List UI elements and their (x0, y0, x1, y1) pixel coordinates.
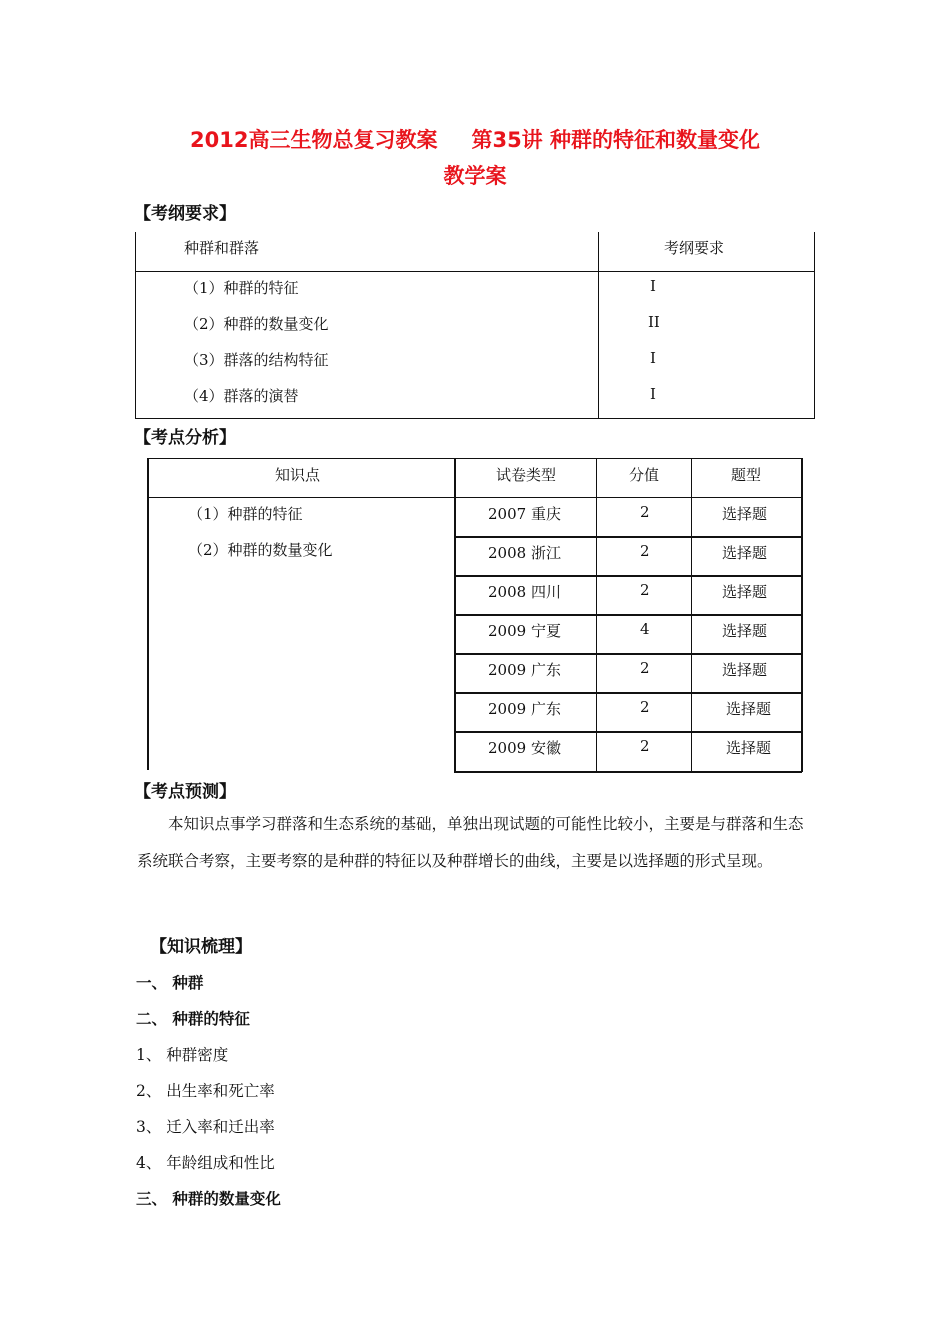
table2-row-type: 选择题 (722, 544, 768, 562)
table2-row-type: 选择题 (726, 700, 772, 718)
table2-row-score: 2 (640, 542, 650, 560)
table1-row-level: I (650, 385, 656, 403)
table2-point: （1）种群的特征 (188, 505, 303, 523)
prediction-paragraph: 本知识点事学习群落和生态系统的基础，单独出现试题的可能性比较小，主要是与群落和生态系统联合考察，主要考察的是种群的特征以及种群增长的曲线，主要是以选择题的形式呈现。 (137, 815, 804, 870)
table2-row-score: 4 (640, 620, 650, 638)
table1-header-level: 考纲要求 (664, 239, 725, 257)
table1-header-topic: 种群和群落 (184, 239, 260, 257)
table2-point: （2）种群的数量变化 (188, 541, 333, 559)
table2-row-score: 2 (640, 503, 650, 521)
table1-row-item: （3）群落的结构特征 (184, 351, 329, 369)
table1-row-level: II (648, 313, 660, 331)
outline-item-6: 4、 年龄组成和性比 (136, 1154, 275, 1172)
outline-item-7: 三、 种群的数量变化 (136, 1190, 281, 1208)
table2-row-score: 2 (640, 659, 650, 677)
table2-row-score: 2 (640, 698, 650, 716)
table2-row-type: 选择题 (722, 661, 768, 679)
table2-row-paper: 2009 广东 (488, 700, 561, 718)
table2-row-paper: 2009 广东 (488, 661, 561, 679)
table2-header-score: 分值 (629, 466, 660, 484)
table2-row-score: 2 (640, 581, 650, 599)
table2-row-score: 2 (640, 737, 650, 755)
table2-row-type: 选择题 (722, 583, 768, 601)
outline-item-2: 二、 种群的特征 (136, 1010, 250, 1028)
title-part1: 2012高三生物总复习教案 (190, 128, 438, 152)
table1-row-level: I (650, 277, 656, 295)
table1-row-level: I (650, 349, 656, 367)
section-heading-zhishi-shuli: 【知识梳理】 (150, 937, 252, 957)
table1-row-item: （1）种群的特征 (184, 279, 299, 297)
table2-row-paper: 2008 浙江 (488, 544, 561, 562)
outline-item-3: 1、 种群密度 (136, 1046, 229, 1064)
outline-item-5: 3、 迁入率和迁出率 (136, 1118, 275, 1136)
title-part2: 第35讲 种群的特征和数量变化 (471, 128, 760, 152)
table2-row-type: 选择题 (722, 622, 768, 640)
table1-row-item: （4）群落的演替 (184, 387, 299, 405)
table2-row-paper: 2009 安徽 (488, 739, 561, 757)
page-subtitle: 教学案 (443, 164, 507, 188)
outline-item-1: 一、 种群 (136, 974, 204, 992)
table2-row-paper: 2009 宁夏 (488, 622, 561, 640)
section-heading-kaodian-fenxi: 【考点分析】 (134, 428, 236, 448)
table2-row-paper: 2008 四川 (488, 583, 561, 601)
outline-item-4: 2、 出生率和死亡率 (136, 1082, 275, 1100)
table2-header-paper: 试卷类型 (496, 466, 557, 484)
table2-header-point: 知识点 (275, 466, 321, 484)
table2-header-type: 题型 (731, 466, 762, 484)
table2-row-type: 选择题 (726, 739, 772, 757)
section-heading-kaodian-yuce: 【考点预测】 (134, 782, 236, 802)
section-heading-kaogang: 【考纲要求】 (134, 204, 236, 224)
table1-row-item: （2）种群的数量变化 (184, 315, 329, 333)
table2-row-paper: 2007 重庆 (488, 505, 561, 523)
table2-row-type: 选择题 (722, 505, 768, 523)
